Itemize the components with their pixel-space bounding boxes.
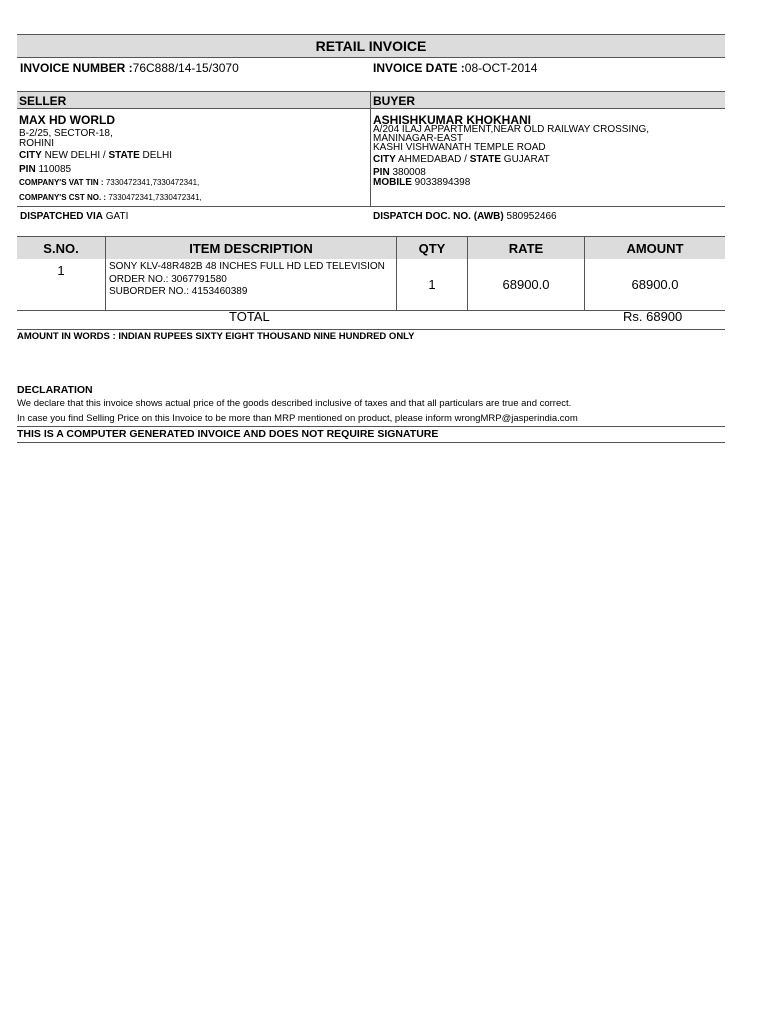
buyer-sep: /: [464, 154, 467, 165]
buyer-mobile-row: [373, 177, 470, 188]
buyer-state: GUJARAT: [503, 154, 550, 165]
declaration-heading: DECLARATION: [17, 384, 93, 396]
col-amount: AMOUNT: [585, 237, 726, 260]
buyer-address-2: MANINAGAR-EAST: [373, 133, 464, 144]
footer-note: THIS IS A COMPUTER GENERATED INVOICE AND DOES NOT REQUIRE SIGNATURE: [17, 428, 439, 440]
total-divider: [17, 329, 725, 330]
row-rate: 68900.0: [468, 259, 585, 311]
seller-address-2: ROHINI: [19, 138, 54, 149]
row-desc-product: SONY KLV-48R482B 48 INCHES FULL HD LED TELEVISION: [109, 261, 385, 272]
buyer-heading: BUYER: [371, 91, 725, 109]
dispatch-doc-label: DISPATCH DOC. NO. (AWB): [373, 211, 504, 222]
buyer-pin: 380008: [392, 167, 426, 178]
dispatch-via: GATI: [105, 211, 129, 222]
seller-state-label: STATE: [108, 150, 140, 161]
footer-top-divider: [17, 426, 725, 427]
seller-vat: 7330472341,7330472341,: [105, 178, 200, 187]
row-desc-suborder: SUBORDER NO.: 4153460389: [109, 286, 248, 297]
invoice-date-value: 08-OCT-2014: [464, 61, 538, 75]
seller-name: MAX HD WORLD: [19, 113, 115, 127]
seller-cst: 7330472341,7330472341,: [108, 193, 202, 202]
dispatch-divider: [17, 206, 725, 207]
seller-state: DELHI: [142, 150, 172, 161]
seller-vat-label: COMPANY'S VAT TIN :: [19, 178, 104, 187]
buyer-city-row: [373, 154, 550, 165]
dispatch-doc-row: [373, 211, 557, 222]
declaration-line-2: In case you find Selling Price on this Invoice to be more than MRP mentioned on product, please inform wrongMRP@jasperindia.com: [17, 413, 578, 424]
seller-cst-label: COMPANY'S CST NO. :: [19, 193, 107, 202]
dispatch-via-label: DISPATCHED VIA: [20, 211, 103, 222]
declaration-line-1: We declare that this invoice shows actual price of the goods described inclusive of taxes and that all particulars are true and correct.: [17, 398, 572, 409]
col-description: ITEM DESCRIPTION: [106, 237, 397, 260]
total-value: Rs. 68900: [623, 309, 683, 324]
invoice-title: RETAIL INVOICE: [17, 34, 725, 58]
buyer-state-label: STATE: [469, 154, 502, 165]
seller-city-row: [19, 150, 172, 161]
invoice-date-label: INVOICE DATE :: [373, 61, 465, 75]
buyer-mobile-label: MOBILE: [373, 177, 412, 188]
dispatch-doc: 580952466: [506, 211, 557, 222]
seller-pin-label: PIN: [19, 164, 36, 175]
seller-address-1: B-2/25, SECTOR-18,: [19, 128, 113, 139]
invoice-number-value: 76C888/14-15/3070: [132, 61, 239, 75]
col-qty: QTY: [397, 237, 468, 260]
seller-vat-row: [19, 178, 199, 187]
buyer-city-label: CITY: [373, 154, 396, 165]
seller-cst-row: [19, 193, 202, 202]
row-qty: 1: [397, 259, 468, 311]
seller-heading: SELLER: [17, 91, 371, 109]
row-desc-order: ORDER NO.: 3067791580: [109, 273, 227, 285]
buyer-city: AHMEDABAD: [398, 154, 462, 165]
buyer-pin-label: PIN: [373, 167, 390, 178]
amount-in-words: AMOUNT IN WORDS : INDIAN RUPEES SIXTY EIGHT THOUSAND NINE HUNDRED ONLY: [17, 331, 415, 342]
seller-pin: 110085: [38, 164, 72, 175]
items-table: [17, 236, 725, 311]
buyer-mobile: 9033894398: [414, 177, 471, 188]
seller-pin-row: [19, 164, 71, 175]
buyer-address-3: KASHI VISHWANATH TEMPLE ROAD: [373, 142, 546, 153]
seller-city-label: CITY: [19, 150, 42, 161]
invoice-date-row: [373, 61, 537, 75]
invoice-number-label: INVOICE NUMBER :: [20, 61, 133, 75]
buyer-address-1: A/204 ILAJ APPARTMENT,NEAR OLD RAILWAY CROSSING,: [373, 124, 650, 135]
seller-city: NEW DELHI: [44, 150, 101, 161]
seller-sep: /: [102, 150, 106, 161]
col-rate: RATE: [468, 237, 585, 260]
table-row: [17, 259, 725, 311]
row-amount: 68900.0: [585, 259, 726, 311]
invoice-number-row: [20, 61, 239, 75]
dispatch-via-row: [20, 211, 128, 222]
row-sno: 1: [17, 259, 106, 311]
col-sno: S.NO.: [17, 237, 106, 260]
total-label: TOTAL: [229, 309, 270, 324]
footer-bottom-divider: [17, 442, 725, 443]
items-header-row: [17, 237, 725, 260]
row-description: [106, 259, 397, 311]
buyer-name: ASHISHKUMAR KHOKHANI: [373, 113, 531, 127]
party-divider: [370, 91, 371, 207]
